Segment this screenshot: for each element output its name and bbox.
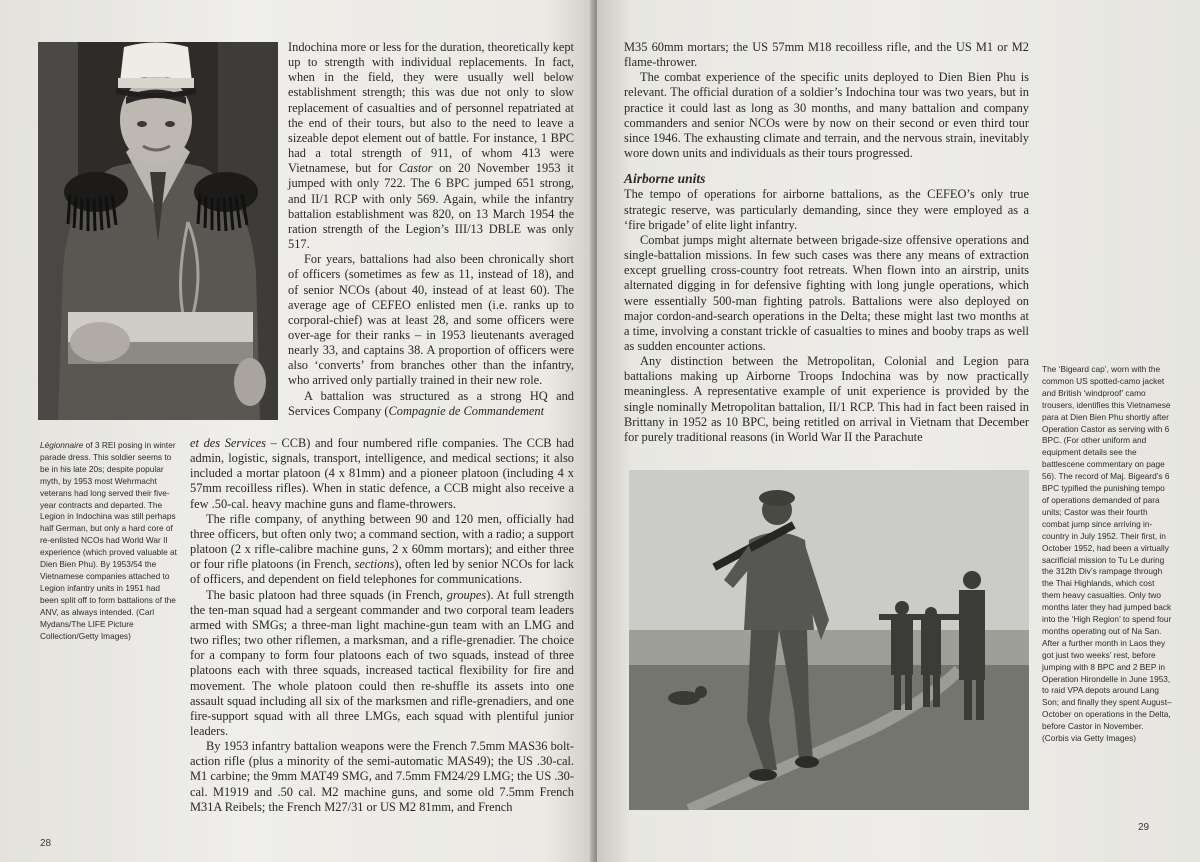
paragraph: The combat experience of the specific units deployed to Dien Bien Phu is relevant. The official duration of a soldier’s Indochina tour was two years, but in practice it could last as long as 30 months, and many battalion and company commanders and senior NCOs were by now on their second or even third tour since 1946. The exhausting climate and terrain, and the nervous strain, inevitably wore down units and individuals as their tours progressed. bbox=[624, 70, 1029, 161]
portrait-caption: Légionnaire of 3 REI posing in winter parade dress. This soldier seems to be in his late 20s; despite popular myth, by 1953 most Wehrmacht veterans had long served their five-year contracts and departed. The Legion in Indochina was still perhaps half German, but only a hard core of re-enlisted NCOs had World War II experience (which proved valuable at Dien Bien Phu). By 1953/54 the Vietnamese companies attached to Legion infantry units in 1951 had been split off to form battalions of the ANV, as always intended. (Carl Mydans/The LIFE Picture Collection/Getty Images) bbox=[40, 440, 177, 641]
paragraph: M35 60mm mortars; the US 57mm M18 recoilless rifle, and the US M1 or M2 flame-thrower. bbox=[624, 40, 1029, 70]
paragraph: Combat jumps might alternate between brigade-size offensive operations and single-battalion missions. In few such cases was there any means of extraction except gruelling cross-country foot retreats. When flown into an airstrip, units alternated digging in for defensive fighting with long jungle operations, which were essentially 500-man fighting patrols. Battalions were also deployed on major cordon-and-search operations in the Delta; these might last two months at a time, involving a constant trickle of casualties to mines and booby traps as well as sudden encounter actions. bbox=[624, 232, 1029, 353]
paragraph: The basic platoon had three squads (in French, groupes). At full strength the ten-man squad had a sergeant commander and two corporal team leaders armed with SMGs; a three-man light machine-gun team with an LMG and two rifles; two other riflemen, a marksman, and a rifle-grenadier. The choice for a company to form four platoons each of two squads, instead of three platoons each with three squads, increased tactical flexibility for fire and movement. The whole platoon could then re-shuffle its assets into one assault squad including all six of the marksmen and rifle-grenadiers, and one fire-support squad with all three LMGs, each squad with plentiful junior leaders. bbox=[190, 587, 574, 738]
section-heading: Airborne units bbox=[624, 171, 706, 187]
paragraph: Indochina more or less for the duration, theoretically kept up to strength with individual replacements. In fact, when in the field, they were usually well below establishment strength; this was due not only to slow replacement of casualties and of personnel repatriated at the end of their tours, but also to the need to leave a sizeable depot element out of battle. For instance, 1 BPC had a total strength of 911, of whom 413 were Vietnamese, but for Castor on 20 November 1953 it jumped with only 722. The 6 BPC jumped 651 strong, and II/1 RCP with only 569. Again, while the infantry battalion establishment was 820, on 13 March 1954 the ration strength of the Legion’s III/13 DBLE was only 517. bbox=[288, 40, 574, 252]
left-column-top-text bbox=[288, 40, 574, 419]
field-photo-caption: The ‘Bigeard cap’, worn with the common US spotted-camo jacket and British ‘windproof’ camo trousers, identifies this Vietnamese para at Dien Bien Phu shortly after Operation Castor as serving with 6 BPC. (For other uniform and equipment details see the battlescene commentary on page 56). The record of Maj. Bigeard’s 6 BPC typified the punishing tempo of operations demanded of para units; Castor was their fourth combat jump since arriving in-country in July 1952. Their first, in October 1952, had been a virtually sacrificial mission to Tu Le during the 312th Div’s rampage through the Thai Highlands, which cost them heavy casualties. Only two months later they had jumped back into the ‘High Region’ to spend four months operating out of Na San. After a further month in Laos they got just two weeks’ rest, before jumping with 8 BPC and 2 BEP in Operation Hirondelle in June 1953, to raid VPA depots around Lang Son; and finally they spent August–October on operations in the Delta, before Castor in November. (Corbis via Getty Images) bbox=[1042, 364, 1172, 744]
paratroopers-scene bbox=[629, 470, 1029, 810]
right-page bbox=[597, 0, 1200, 862]
paragraph: et des Services – CCB) and four numbered rifle companies. The CCB had admin, logistic, signals, transport, intelligence, and medical sections; it also included a mortar platoon (4 x 81mm) and a pioneer platoon (including 4 x 57mm recoilless rifles). When in static defence, a CCB might also receive a few .50-cal. heavy machine guns and flame-throwers. bbox=[190, 436, 574, 511]
paragraph: For years, battalions had also been chronically short of officers (sometimes as few as 11, instead of 18), and of senior NCOs (about 40, instead of at least 60). The average age of CEFEO enlisted men (i.e. ranks up to corporal-chief) was at least 28, and some officers were over-age for their ranks – in 1953 lieutenants averaged nearly 33, and captains 38. A proportion of officers were also ‘converts’ from branches other than the infantry, who arrived only partially trained in their new role. bbox=[288, 252, 574, 388]
paragraph: By 1953 infantry battalion weapons were the French 7.5mm MAS36 bolt-action rifle (plus a minority of the semi-automatic MAS49); the US .30-cal. M1 carbine; the 9mm MAT49 SMG, and 7.5mm FM24/29 LMG; the US .30-cal. M1919 and .50 cal. M2 machine guns, and some old 7.5mm French M31A Reibels; the French M27/31 or US M2 81mm, and French bbox=[190, 739, 574, 814]
paragraph: A battalion was structured as a strong HQ and Services Company (Compagnie de Commandement bbox=[288, 388, 574, 418]
page-number-right: 29 bbox=[1138, 822, 1150, 833]
page-number-left: 28 bbox=[40, 838, 52, 849]
left-page bbox=[0, 0, 594, 862]
legionnaire-portrait-photo bbox=[38, 42, 278, 420]
legionnaire-figure bbox=[38, 42, 278, 420]
paratroopers-field-photo bbox=[629, 470, 1029, 810]
paragraph: The tempo of operations for airborne battalions, as the CEFEO’s only true strategic reserve, was particularly demanding, since they were employed as a ‘fire brigade’ of elite light infantry. bbox=[624, 187, 1029, 232]
paragraph: The rifle company, of anything between 90 and 120 men, officially had three officers, but often only two; a command section, with a radio; a support platoon (2 x rifle-calibre machine guns, 2 x 60mm mortars); and either three or four rifle platoons (in French, sections), often led by senior NCOs for lack of officers, and dependent on field telephones for communications. bbox=[190, 511, 574, 587]
right-column-top-text bbox=[624, 40, 1029, 445]
paragraph: Any distinction between the Metropolitan, Colonial and Legion para battalions making up Airborne Troops Indochina was by now practically meaningless. A representative example of unit experience is provided by the single nominally Metropolitan battalion, II/1 RCP. This had in fact been raised in Brittany in 1952 as 10 BPC, being retitled on arrival in Vietnam that December for purely traditional reasons (in World War II the Parachute bbox=[624, 354, 1029, 444]
left-column-lower-text bbox=[190, 436, 574, 815]
